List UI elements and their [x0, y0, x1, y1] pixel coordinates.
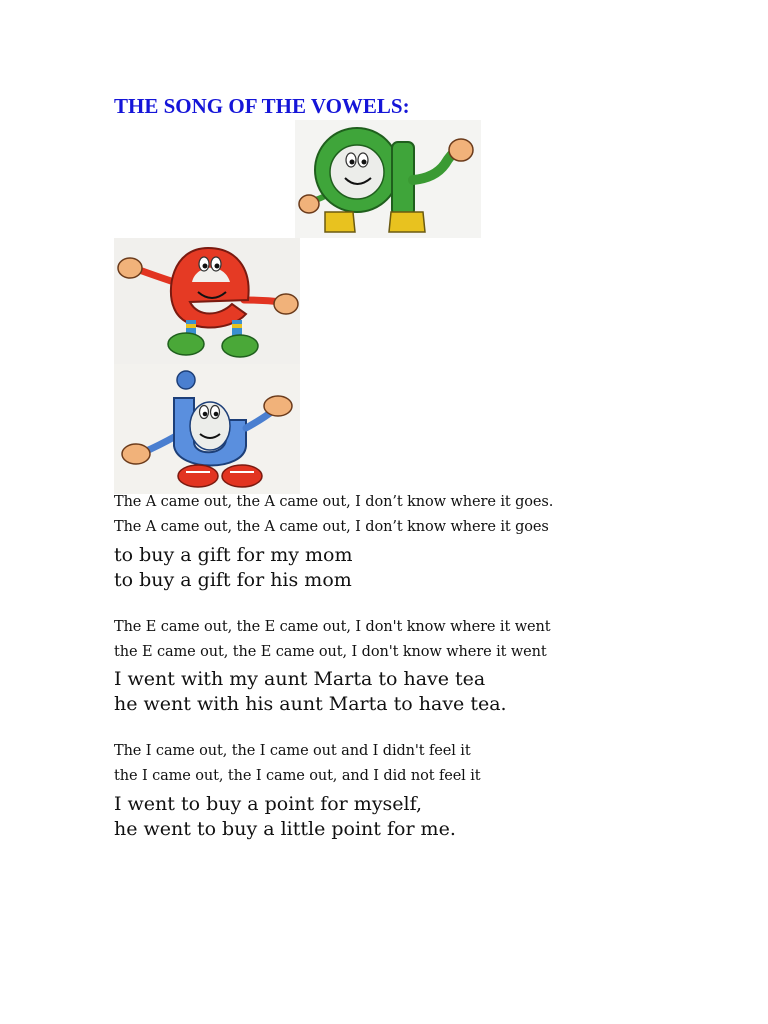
verse-line: he went to buy a little point for me.	[114, 818, 456, 840]
verse-line: The A came out, the A came out, I don’t know where it goes	[114, 519, 549, 535]
verse-line: to buy a gift for his mom	[114, 569, 352, 591]
vowel-e-character-icon	[114, 238, 300, 364]
verse-line: he went with his aunt Marta to have tea.	[114, 693, 507, 715]
vowel-a-character-icon	[295, 120, 481, 238]
page-title: THE SONG OF THE VOWELS:	[114, 94, 410, 118]
vowel-i-character-icon	[114, 364, 300, 494]
verse-line: The E came out, the E came out, I don't know where it went	[114, 619, 551, 635]
vowel-i-character-image	[114, 364, 300, 494]
verse-line: I went with my aunt Marta to have tea	[114, 668, 486, 690]
vowel-a-character-image	[295, 120, 481, 238]
verse-line: the E came out, the E came out, I don't know where it went	[114, 644, 547, 660]
verse-line: I went to buy a point for myself,	[114, 793, 423, 815]
verse-line: The A came out, the A came out, I don’t know where it goes.	[114, 494, 554, 510]
verse-line: the I came out, the I came out, and I did not feel it	[114, 768, 481, 784]
vowel-e-character-image	[114, 238, 300, 364]
verse-line: The I came out, the I came out and I didn't feel it	[114, 743, 471, 759]
verse-line: to buy a gift for my mom	[114, 544, 353, 566]
